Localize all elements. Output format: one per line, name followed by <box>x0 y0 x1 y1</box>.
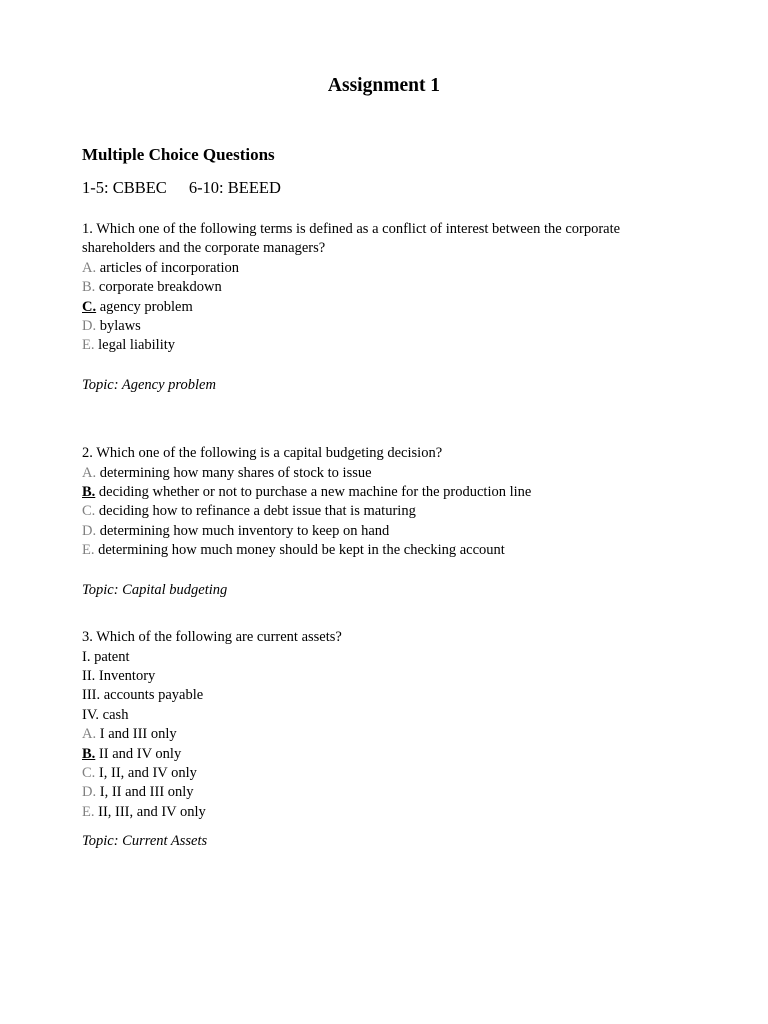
question-2-stem: 2. Which one of the following is a capital budgeting decision? <box>82 445 443 462</box>
option-1d <box>82 317 686 336</box>
question-2 <box>82 444 686 600</box>
question-3 <box>82 628 686 851</box>
option-letter: E. <box>82 337 95 354</box>
option-letter: D. <box>82 522 97 539</box>
statement-item: III. accounts payable <box>82 687 204 704</box>
option-1c <box>82 298 686 317</box>
option-2c <box>82 502 686 521</box>
option-1a <box>82 259 686 278</box>
correct-option-letter: B. <box>82 484 96 501</box>
option-text: I and III only <box>99 726 177 743</box>
section-heading: Multiple Choice Questions <box>82 145 275 164</box>
option-letter: A. <box>82 726 97 743</box>
option-2b <box>82 483 686 502</box>
option-3a <box>82 725 686 744</box>
option-text: deciding how to refinance a debt issue that is maturing <box>98 503 416 520</box>
option-letter: D. <box>82 784 97 801</box>
option-3c <box>82 764 686 783</box>
statement-item: II. Inventory <box>82 667 156 684</box>
option-text: I, II and III only <box>99 784 194 801</box>
option-text: II, III, and IV only <box>98 803 206 820</box>
document-title: Assignment 1 <box>327 75 441 96</box>
option-text: determining how much inventory to keep on hand <box>99 522 390 539</box>
question-1-topic: Topic: Agency problem <box>82 376 216 393</box>
option-2a <box>82 464 686 483</box>
option-letter: C. <box>82 503 96 520</box>
option-letter: C. <box>82 764 96 781</box>
option-3e <box>82 803 686 822</box>
option-text: determining how many shares of stock to issue <box>99 464 372 481</box>
statement-item: IV. cash <box>82 706 129 723</box>
statement-item: I. patent <box>82 648 130 665</box>
option-letter: E. <box>82 542 95 559</box>
option-text: deciding whether or not to purchase a new machine for the production line <box>98 484 532 501</box>
question-1 <box>82 220 686 395</box>
option-3b <box>82 745 686 764</box>
option-letter: A. <box>82 259 97 276</box>
answer-key <box>82 176 686 200</box>
option-text: II and IV only <box>98 745 182 762</box>
correct-option-letter: C. <box>82 298 97 315</box>
option-letter: B. <box>82 279 96 296</box>
option-letter: E. <box>82 803 95 820</box>
answer-key-6-10: 6-10: BEEED <box>188 178 281 197</box>
option-1e <box>82 336 686 355</box>
option-text: legal liability <box>98 337 176 354</box>
option-1b <box>82 278 686 297</box>
option-2e <box>82 541 686 560</box>
question-3-topic: Topic: Current Assets <box>82 833 208 850</box>
option-text: I, II, and IV only <box>98 764 197 781</box>
correct-option-letter: B. <box>82 745 96 762</box>
question-1-stem: 1. Which one of the following terms is defined as a conflict of interest between the corporate shareholders and the corporate managers? <box>82 221 621 257</box>
answer-key-1-5: 1-5: CBBEC <box>82 178 167 197</box>
option-text: articles of incorporation <box>99 259 240 276</box>
option-text: corporate breakdown <box>98 279 222 296</box>
option-text: bylaws <box>99 318 141 335</box>
question-2-topic: Topic: Capital budgeting <box>82 581 228 598</box>
option-letter: D. <box>82 318 97 335</box>
option-text: agency problem <box>99 298 193 315</box>
option-2d <box>82 522 686 541</box>
option-letter: A. <box>82 464 97 481</box>
question-3-stem: 3. Which of the following are current assets? <box>82 629 342 646</box>
option-3d <box>82 783 686 802</box>
option-text: determining how much money should be kept in the checking account <box>98 542 505 559</box>
